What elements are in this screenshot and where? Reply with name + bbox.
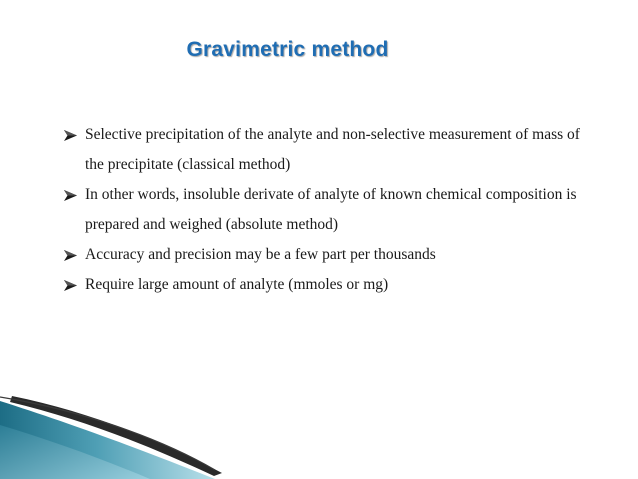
bullet-text: Selective precipitation of the analyte and non-selective measurement of mass of the precipitate (classical method): [85, 126, 580, 173]
bullet-text: In other words, insoluble derivate of analyte of known chemical composition is prepared and weighed (absolute method): [85, 186, 577, 233]
bullet-text: Require large amount of analyte (mmoles or mg): [85, 276, 389, 293]
bullet-text: Accuracy and precision may be a few part per thousands: [85, 246, 436, 263]
slide-title: Gravimetric method: [186, 38, 389, 61]
